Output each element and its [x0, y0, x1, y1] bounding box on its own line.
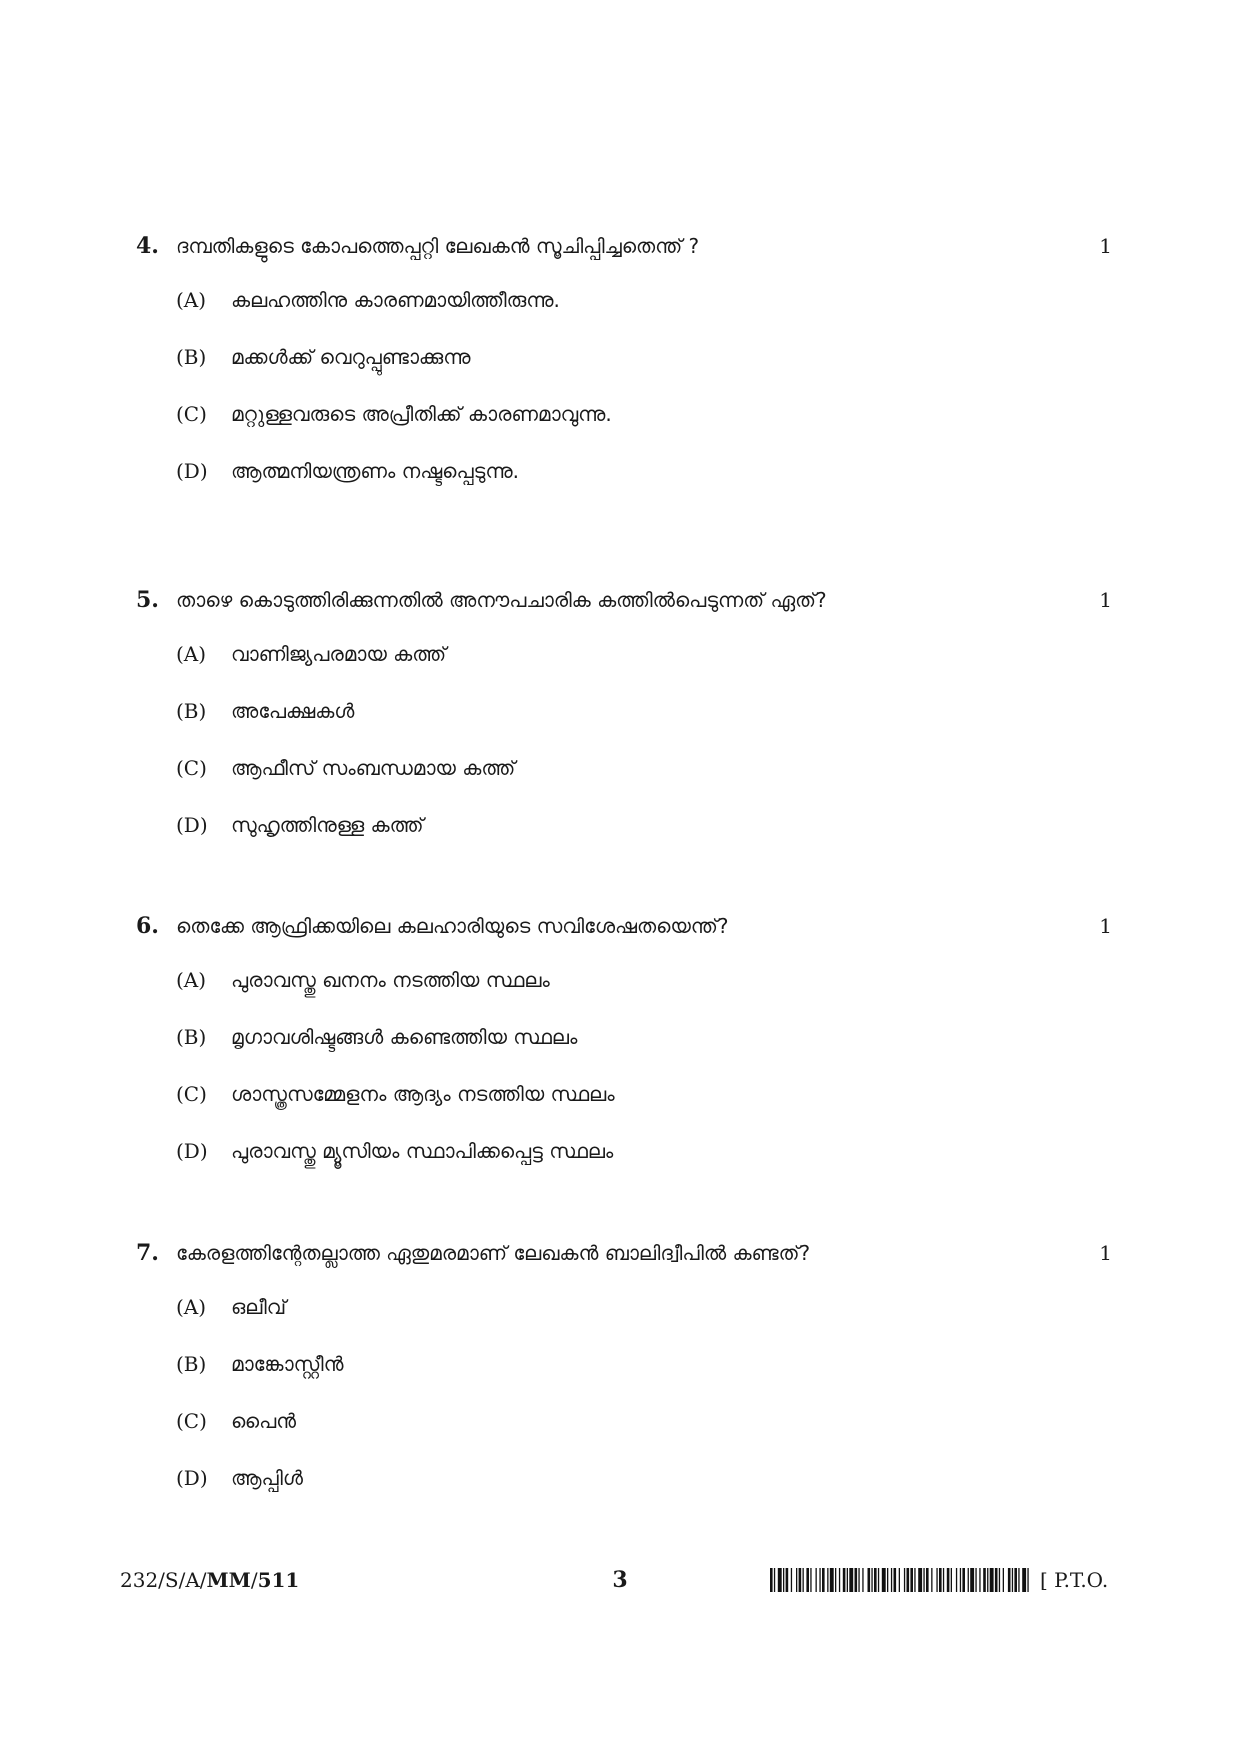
question-header [136, 226, 1126, 266]
option-label: (A) [176, 968, 207, 992]
option-c [136, 394, 1126, 451]
option-label: (D) [176, 1466, 208, 1490]
option-label: (C) [176, 402, 207, 426]
option-b [136, 691, 1126, 748]
question-text: കേരളത്തിന്റേതല്ലാത്ത ഏതുമരമാണ് ലേഖകൻ ബാലിദ്വീപിൽ കണ്ടത്? [176, 1241, 811, 1265]
option-text: കലഹത്തിനു കാരണമായിത്തീരുന്നു. [231, 288, 560, 312]
question-marks: 1 [1099, 234, 1112, 258]
option-a [136, 1287, 1126, 1344]
question-5 [136, 580, 1126, 862]
question-text: ദമ്പതികളുടെ കോപത്തെപ്പറ്റി ലേഖകൻ സൂചിപ്പിച്ചതെന്ത് ? [176, 234, 700, 258]
option-label: (A) [176, 1295, 207, 1319]
option-text: ആഫീസ് സംബന്ധമായ കത്ത് [231, 756, 516, 780]
question-number: 7. [136, 1240, 159, 1266]
question-marks: 1 [1099, 914, 1112, 938]
page-number: 3 [612, 1567, 628, 1593]
question-number: 5. [136, 587, 159, 613]
option-label: (D) [176, 813, 208, 837]
option-text: ആത്മനിയന്ത്രണം നഷ്ടപ്പെടുന്നു. [231, 459, 519, 483]
question-number: 4. [136, 233, 159, 259]
option-label: (C) [176, 756, 207, 780]
option-d [136, 805, 1126, 862]
paper-code-prefix: 232/S/A/ [120, 1568, 207, 1592]
question-7 [136, 1233, 1126, 1515]
page-footer [0, 1560, 1241, 1600]
option-d [136, 451, 1126, 508]
option-text: സുഹൃത്തിനുള്ള കത്ത് [231, 813, 424, 837]
option-label: (B) [176, 1352, 207, 1376]
option-text: വാണിജ്യപരമായ കത്ത് [231, 642, 447, 666]
option-text: അപേക്ഷകൾ [231, 699, 355, 723]
option-a [136, 960, 1126, 1017]
option-d [136, 1131, 1126, 1188]
option-text: ആപ്പിൾ [231, 1466, 303, 1490]
option-b [136, 337, 1126, 394]
option-text: പൈൻ [231, 1409, 297, 1433]
question-header [136, 580, 1126, 620]
option-c [136, 1074, 1126, 1131]
option-label: (A) [176, 642, 207, 666]
paper-code-separator: / [250, 1568, 258, 1592]
pto-label: [ P.T.O. [1040, 1568, 1109, 1592]
option-text: മാങ്കോസ്റ്റീൻ [231, 1352, 344, 1376]
question-number: 6. [136, 913, 159, 939]
option-a [136, 280, 1126, 337]
question-4 [136, 226, 1126, 508]
question-marks: 1 [1099, 588, 1112, 612]
barcode-image [770, 1568, 1030, 1592]
option-b [136, 1017, 1126, 1074]
paper-code-number: 511 [257, 1568, 300, 1592]
option-text: മക്കൾക്ക് വെറുപ്പുണ്ടാക്കുന്നു [231, 345, 471, 369]
option-d [136, 1458, 1126, 1515]
option-label: (C) [176, 1409, 207, 1433]
paper-code [120, 1560, 299, 1600]
option-c [136, 1401, 1126, 1458]
option-text: ശാസ്ത്രസമ്മേളനം ആദ്യം നടത്തിയ സ്ഥലം [231, 1082, 615, 1106]
option-label: (B) [176, 1025, 207, 1049]
option-text: പുരാവസ്തു മ്യൂസിയം സ്ഥാപിക്കപ്പെട്ട സ്ഥലം [231, 1139, 614, 1163]
option-text: ഒലീവ് [231, 1295, 287, 1319]
option-label: (D) [176, 1139, 208, 1163]
option-label: (D) [176, 459, 208, 483]
option-text: പുരാവസ്തു ഖനനം നടത്തിയ സ്ഥലം [231, 968, 550, 992]
option-label: (A) [176, 288, 207, 312]
option-label: (B) [176, 699, 207, 723]
option-b [136, 1344, 1126, 1401]
question-header [136, 1233, 1126, 1273]
question-6 [136, 906, 1126, 1188]
option-a [136, 634, 1126, 691]
paper-code-subject: MM [206, 1568, 251, 1592]
question-text: തെക്കേ ആഫ്രിക്കയിലെ കലഹാരിയുടെ സവിശേഷതയെന്ത്? [176, 914, 729, 938]
option-c [136, 748, 1126, 805]
question-marks: 1 [1099, 1241, 1112, 1265]
option-label: (B) [176, 345, 207, 369]
option-text: മൃഗാവശിഷ്ടങ്ങൾ കണ്ടെത്തിയ സ്ഥലം [231, 1025, 578, 1049]
option-label: (C) [176, 1082, 207, 1106]
option-text: മറ്റുള്ളവരുടെ അപ്രീതിക്ക് കാരണമാവുന്നു. [231, 402, 612, 426]
question-header [136, 906, 1126, 946]
question-text: താഴെ കൊടുത്തിരിക്കുന്നതിൽ അനൗപചാരിക കത്തിൽപെടുന്നത് ഏത്? [176, 588, 827, 612]
